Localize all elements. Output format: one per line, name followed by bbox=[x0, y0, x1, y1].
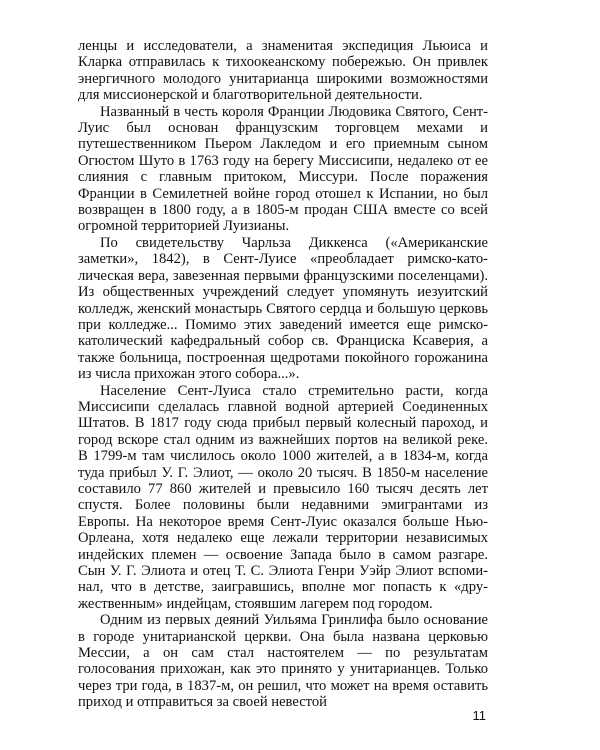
page-body bbox=[78, 38, 488, 711]
paragraph-dickens-quote: По свидетельству Чарльза Диккенса («Американские заметки», 1842), в Сент-Луисе «преобладает римско-католическая вера, завезенная первыми французскими поселенцами). Из общественных учреждений следует упомянуть иезуитский колледж, женский монастырь Святого сердца и большую церковь при колледже... Помимо этих заведений имеется еще римско-католический кафедральный собор св. Франциска Ксаверия, а также больница, построенная щедротами покойного горожанина из числа прихожан этого собора...». bbox=[78, 234, 488, 383]
paragraph-unitarian-church: Одним из первых деяний Уильяма Гринлифа было основание в городе унитарианской церкви. Она была названа церковью Мессии, а он сам стал настоятелем — по результатам голосования прихожан, как это принято у унитарианцев. Только через три года, в 1837-м, он решил, что может на время оставить приход и отправиться за своей невестой bbox=[78, 612, 488, 711]
paragraph-saint-louis-founding: Названный в честь короля Франции Людовика Святого, Сент-Луис был основан французским торговцем мехами и путешественником Пьером Лакледом и его приемным сыном Огюстом Шуто в 1763 году на берегу Миссисипи, недалеко от ее слияния с главным притоком, Миссури. После поражения Франции в Семилетней войне город отошел к Испании, но был возвращен в 1800 году, а в 1805-м продан США вместе со всей огромной территорией Луизианы. bbox=[78, 103, 488, 235]
page-number: 11 bbox=[472, 708, 486, 723]
paragraph-population-growth: Население Сент-Луиса стало стремительно расти, когда Миссисипи сделалась главной водной артерией Соединенных Штатов. В 1817 году сюда прибыл первый колесный пароход, и город вскоре стал одним из важнейших портов на великой реке. В 1799-м там числилось около 1000 жителей, а в 1834-м, когда туда прибыл У. Г. Элиот, — около 20 тысяч. В 1850-м население составило 77 860 жителей и превысило 160 тысяч десять лет спустя. Более половины были недавними эмигрантами из Европы. На некоторое время Сент-Луис оказался больше Нью-Орлеана, хотя недалеко еще лежали территории независимых индейских племен — освоение Запада было в самом разгаре. Сын У. Г. Элиота и отец Т. С. Элиота Генри Уэйр Элиот вспоминал, что в детстве, заигравшись, вполне мог попасть к «дружественным» индейцам, стоявшим лагерем под городом. bbox=[78, 382, 488, 612]
paragraph-continuation: ленцы и исследователи, а знаменитая экспедиция Льюиса и Кларка отправилась к тихоокеанскому побережью. Он привлек энергичного молодого унитарианца широкими возможностями для миссионерской и благотворительной деятельности. bbox=[78, 38, 488, 104]
